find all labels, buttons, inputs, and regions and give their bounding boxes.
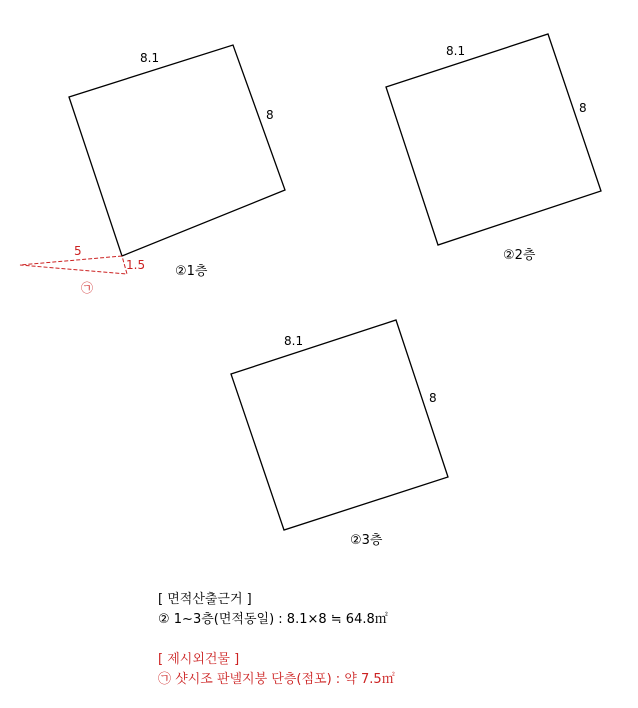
floor-2-top-dimension: 8.1 bbox=[446, 44, 466, 58]
excluded-line: ㉠ 샷시조 판넬지붕 단층(점포) : 약 7.5㎡ bbox=[158, 672, 395, 687]
floor-2-plan bbox=[386, 34, 601, 263]
floor-3-plan bbox=[231, 320, 448, 548]
annex-plan bbox=[20, 244, 145, 295]
notes-spacer bbox=[158, 630, 395, 650]
area-notes bbox=[158, 590, 395, 690]
annex-length-label: 5 bbox=[74, 244, 82, 258]
floor-3-top-dimension: 8.1 bbox=[284, 334, 304, 348]
floor-3-outline bbox=[231, 320, 448, 530]
floor-1-side-dimension: 8 bbox=[266, 108, 274, 122]
floor-1-outline bbox=[69, 45, 285, 256]
floor-1-label: ②1층 bbox=[175, 264, 208, 279]
floor-2-side-dimension: 8 bbox=[579, 101, 587, 115]
annex-width-label: 1.5 bbox=[126, 258, 146, 272]
floor-3-side-dimension: 8 bbox=[429, 391, 437, 405]
floor-2-label: ②2층 bbox=[503, 248, 536, 263]
floor-1-plan bbox=[69, 45, 285, 279]
basis-heading: [ 면적산출근거 ] bbox=[158, 592, 252, 607]
floor-3-label: ②3층 bbox=[350, 533, 383, 548]
basis-line: ② 1~3층(면적동일) : 8.1×8 ≒ 64.8㎡ bbox=[158, 612, 388, 627]
annex-outline bbox=[20, 256, 127, 274]
annex-marker: ㉠ bbox=[81, 281, 94, 295]
floor-1-top-dimension: 8.1 bbox=[140, 51, 160, 65]
floor-2-outline bbox=[386, 34, 601, 245]
excluded-heading: [ 제시외건물 ] bbox=[158, 652, 240, 667]
